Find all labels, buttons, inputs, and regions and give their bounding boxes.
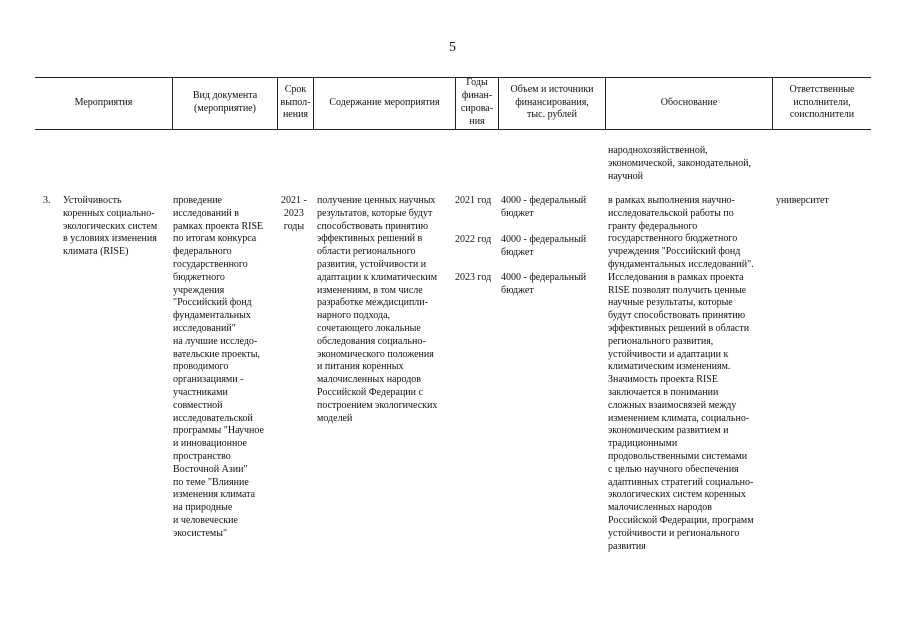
funding-amount: 4000 - федеральный бюджет (501, 234, 587, 258)
header-term: Срок выпол- нения (280, 83, 311, 121)
funding-amount: 4000 - федеральный бюджет (501, 195, 587, 219)
row-number: 3. (43, 195, 51, 206)
funding-amount: 4000 - федеральный бюджет (501, 272, 587, 296)
header-document-type: Вид документа (мероприятие) (192, 90, 258, 114)
term-cell: 2021 - 2023 годы (281, 195, 307, 232)
document-type-cell: проведение исследований в рамках проекта RISE по итогам конкурса федерального государственного бюджетного учреждения "Российский фонд фундаментальных исследований" на лучшие исследо- вательские проекты, проводимого организациями - участниками совместной исследовательской программы "Научное и инновационное пространство Восточной Азии" по теме "Влияние изменения климата на природные и человеческие экосистемы" (173, 195, 264, 539)
funding-year: 2022 год (455, 234, 492, 245)
justification-cell: в рамках выполнения научно- исследовательской работы по гранту федерального государственного бюджетного учреждения "Российский фонд фундаментальных исследований". Исследования в рамках проекта RISE позволят получить ценные научные результаты, которые будут способствовать принятию эффективных решений в области регионального развития, устойчивости и адаптации к климатическим изменениям. Значимость проекта RISE заключается в понимании сложных взаимосвязей между изменением климата, социально- экономическим развитием и традиционными продовольственными системами с целью научного обеспечения адаптивных стратегий социально- экологических систем коренных малочисленных народов Российской Федерации, программ устойчивости и регионального развития (608, 195, 754, 552)
activity-cell: Устойчивость коренных социально- экологических систем в условиях изменения климата (RISE) (63, 195, 158, 258)
funding-year: 2021 год (455, 195, 492, 206)
header-funding-volume: Объем и источники финансирования, тыс. рублей (510, 83, 594, 121)
header-content: Содержание мероприятия (329, 96, 440, 108)
header-bottom-rule (35, 129, 871, 130)
content-cell: получение ценных научных результатов, которые будут способствовать принятию эффективных решений в области регионального развития, устойчивости и адаптации к климатическим изменениям, в том числе разработке междисципли- нарного подхода, сочетающего локальные обследования социально- экономического положения и питания коренных малочисленных народов Российской Федерации с построением экологических моделей (317, 195, 438, 424)
responsible-cell: университет (776, 195, 829, 206)
page-number: 5 (449, 40, 456, 55)
header-responsible: Ответственные исполнители, соисполнители (789, 83, 855, 121)
funding-year: 2023 год (455, 272, 492, 283)
header-justification: Обоснование (660, 96, 718, 108)
justification-continuation: народнохозяйственной, экономической, законодательной, научной (608, 145, 751, 182)
header-funding-years: Годы финан- сирова- ния (460, 77, 494, 127)
header-activity: Мероприятия (74, 96, 133, 108)
